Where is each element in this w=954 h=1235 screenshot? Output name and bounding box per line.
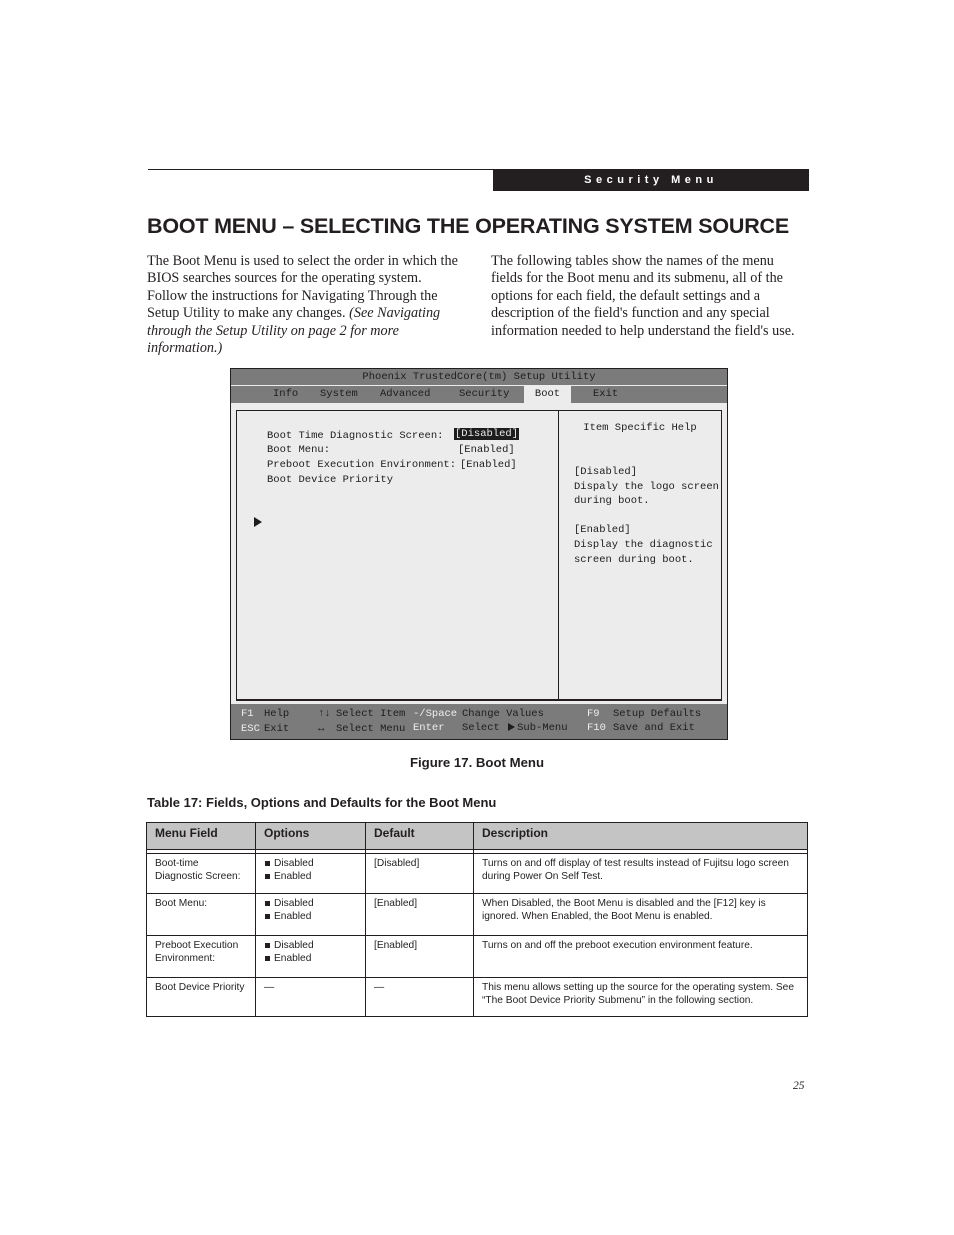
intro-left-text: The Boot Menu is used to select the order in which the BIOS searches sources for the operating system. Follow the instructions for Navigating Through the Setup Utility to make any changes.	[147, 253, 458, 322]
bios-item-value-selected[interactable]: [Disabled]	[455, 428, 519, 440]
table-row	[147, 978, 808, 1017]
cell-field: Preboot Execution Environment:	[147, 936, 256, 978]
footer-label-help: Help	[264, 708, 290, 720]
intro-left-paragraph	[147, 253, 463, 357]
option-item: Disabled	[264, 940, 357, 953]
bios-footer	[231, 704, 727, 739]
table-caption: Table 17: Fields, Options and Defaults for the Boot Menu	[147, 795, 497, 810]
bios-item-boot-time-diagnostic[interactable]	[267, 430, 443, 442]
table-header-cell: Description	[474, 823, 808, 850]
bios-item-preboot-execution[interactable]	[267, 459, 456, 471]
footer-key-f1: F1	[241, 708, 254, 720]
cell-field: Boot Device Priority	[147, 978, 256, 1017]
up-down-arrows-icon: ↑↓	[318, 708, 331, 720]
bios-item-boot-menu[interactable]	[267, 444, 330, 456]
bios-panel-divider	[558, 411, 559, 699]
footer-label-setup-defaults: Setup Defaults	[613, 708, 702, 720]
option-item: Disabled	[264, 898, 357, 911]
cell-default: [Disabled]	[366, 854, 474, 894]
bios-menu-advanced[interactable]: Advanced	[380, 388, 431, 400]
bios-menu-security[interactable]: Security	[459, 388, 510, 400]
cell-description: This menu allows setting up the source for the operating system. See “The Boot Device Priority Submenu” in the following section.	[474, 978, 808, 1017]
left-right-arrows-icon: ↔	[318, 723, 325, 735]
header-rule	[148, 169, 494, 170]
cell-default: [Enabled]	[366, 894, 474, 936]
table-row	[147, 854, 808, 894]
cell-options: —	[256, 978, 366, 1017]
cell-options	[256, 894, 366, 936]
cell-field: Boot-time Diagnostic Screen:	[147, 854, 256, 894]
footer-key-f9: F9	[587, 708, 600, 720]
bios-item-label: Boot Time Diagnostic Screen:	[267, 430, 444, 442]
option-item: Disabled	[264, 858, 357, 871]
cell-description: Turns on and off display of test results instead of Fujitsu logo screen during Power On Self Test.	[474, 854, 808, 894]
cell-default: [Enabled]	[366, 936, 474, 978]
bios-item-label: Boot Menu:	[267, 444, 331, 456]
page-number: 25	[793, 1080, 805, 1092]
bios-item-value[interactable]: [Enabled]	[460, 459, 517, 471]
bios-main-panel	[236, 410, 722, 700]
bios-item-boot-device-priority[interactable]: Boot Device Priority	[267, 474, 394, 486]
footer-label-select-menu: Select Menu	[336, 723, 406, 735]
table-row	[147, 894, 808, 936]
table-header-row	[147, 823, 808, 850]
bios-menu-exit[interactable]: Exit	[593, 388, 619, 400]
boot-menu-fields-table	[146, 822, 808, 1017]
footer-select-text: Select	[462, 722, 500, 734]
bios-item-value[interactable]: [Enabled]	[458, 444, 515, 456]
bios-menu-info[interactable]: Info	[273, 388, 299, 400]
option-item: Enabled	[264, 953, 357, 966]
intro-left-italic: (See Navigating through the Setup Utility on page 2 for more information.)	[147, 305, 441, 357]
table-header-cell: Options	[256, 823, 366, 850]
footer-label-select-item: Select Item	[336, 708, 406, 720]
intro-right-paragraph: The following tables show the names of the menu fields for the Boot menu and its submenu, all of the options for each field, the default settings and a description of the field's function and any special information needed to help understand the field's use.	[491, 253, 795, 339]
submenu-arrow-icon	[508, 723, 515, 731]
footer-label-select-submenu	[462, 722, 568, 734]
option-item: Enabled	[264, 911, 357, 924]
bios-panel-bottom-rule	[236, 699, 722, 701]
bios-menu-system[interactable]: System	[320, 388, 358, 400]
cell-description: When Disabled, the Boot Menu is disabled and the [F12] key is ignored. When Enabled, the Boot Menu is enabled.	[474, 894, 808, 936]
option-item: Enabled	[264, 871, 357, 884]
table-header-cell: Default	[366, 823, 474, 850]
footer-key-enter: Enter	[413, 722, 445, 734]
figure-caption: Figure 17. Boot Menu	[409, 755, 545, 770]
section-header-tab: Security Menu	[493, 169, 809, 191]
footer-label-save-exit: Save and Exit	[613, 722, 695, 734]
bios-menu-bar	[231, 386, 727, 403]
footer-submenu-text: Sub-Menu	[517, 722, 568, 734]
cell-default: —	[366, 978, 474, 1017]
bios-menu-boot[interactable]: Boot	[524, 386, 571, 403]
cell-options	[256, 936, 366, 978]
footer-key-space: -/Space	[413, 708, 458, 720]
footer-key-f10: F10	[587, 722, 606, 734]
table-header-cell: Menu Field	[147, 823, 256, 850]
footer-label-change-values: Change Values	[462, 708, 544, 720]
help-panel-title: Item Specific Help	[583, 422, 697, 434]
footer-key-esc: ESC	[241, 723, 260, 735]
bios-title: Phoenix TrustedCore(tm) Setup Utility	[231, 369, 727, 385]
bios-item-label: Preboot Execution Environment:	[267, 459, 457, 471]
table-row	[147, 936, 808, 978]
bios-screenshot	[230, 368, 728, 740]
help-panel-text: [Disabled] Dispaly the logo screen during boot. [Enabled] Display the diagnostic screen during boot.	[574, 466, 719, 566]
footer-label-exit: Exit	[264, 723, 290, 735]
cell-description: Turns on and off the preboot execution environment feature.	[474, 936, 808, 978]
cell-field: Boot Menu:	[147, 894, 256, 936]
page-title: BOOT MENU – SELECTING THE OPERATING SYSTEM SOURCE	[147, 214, 790, 238]
submenu-arrow-icon	[254, 517, 262, 527]
cell-options	[256, 854, 366, 894]
